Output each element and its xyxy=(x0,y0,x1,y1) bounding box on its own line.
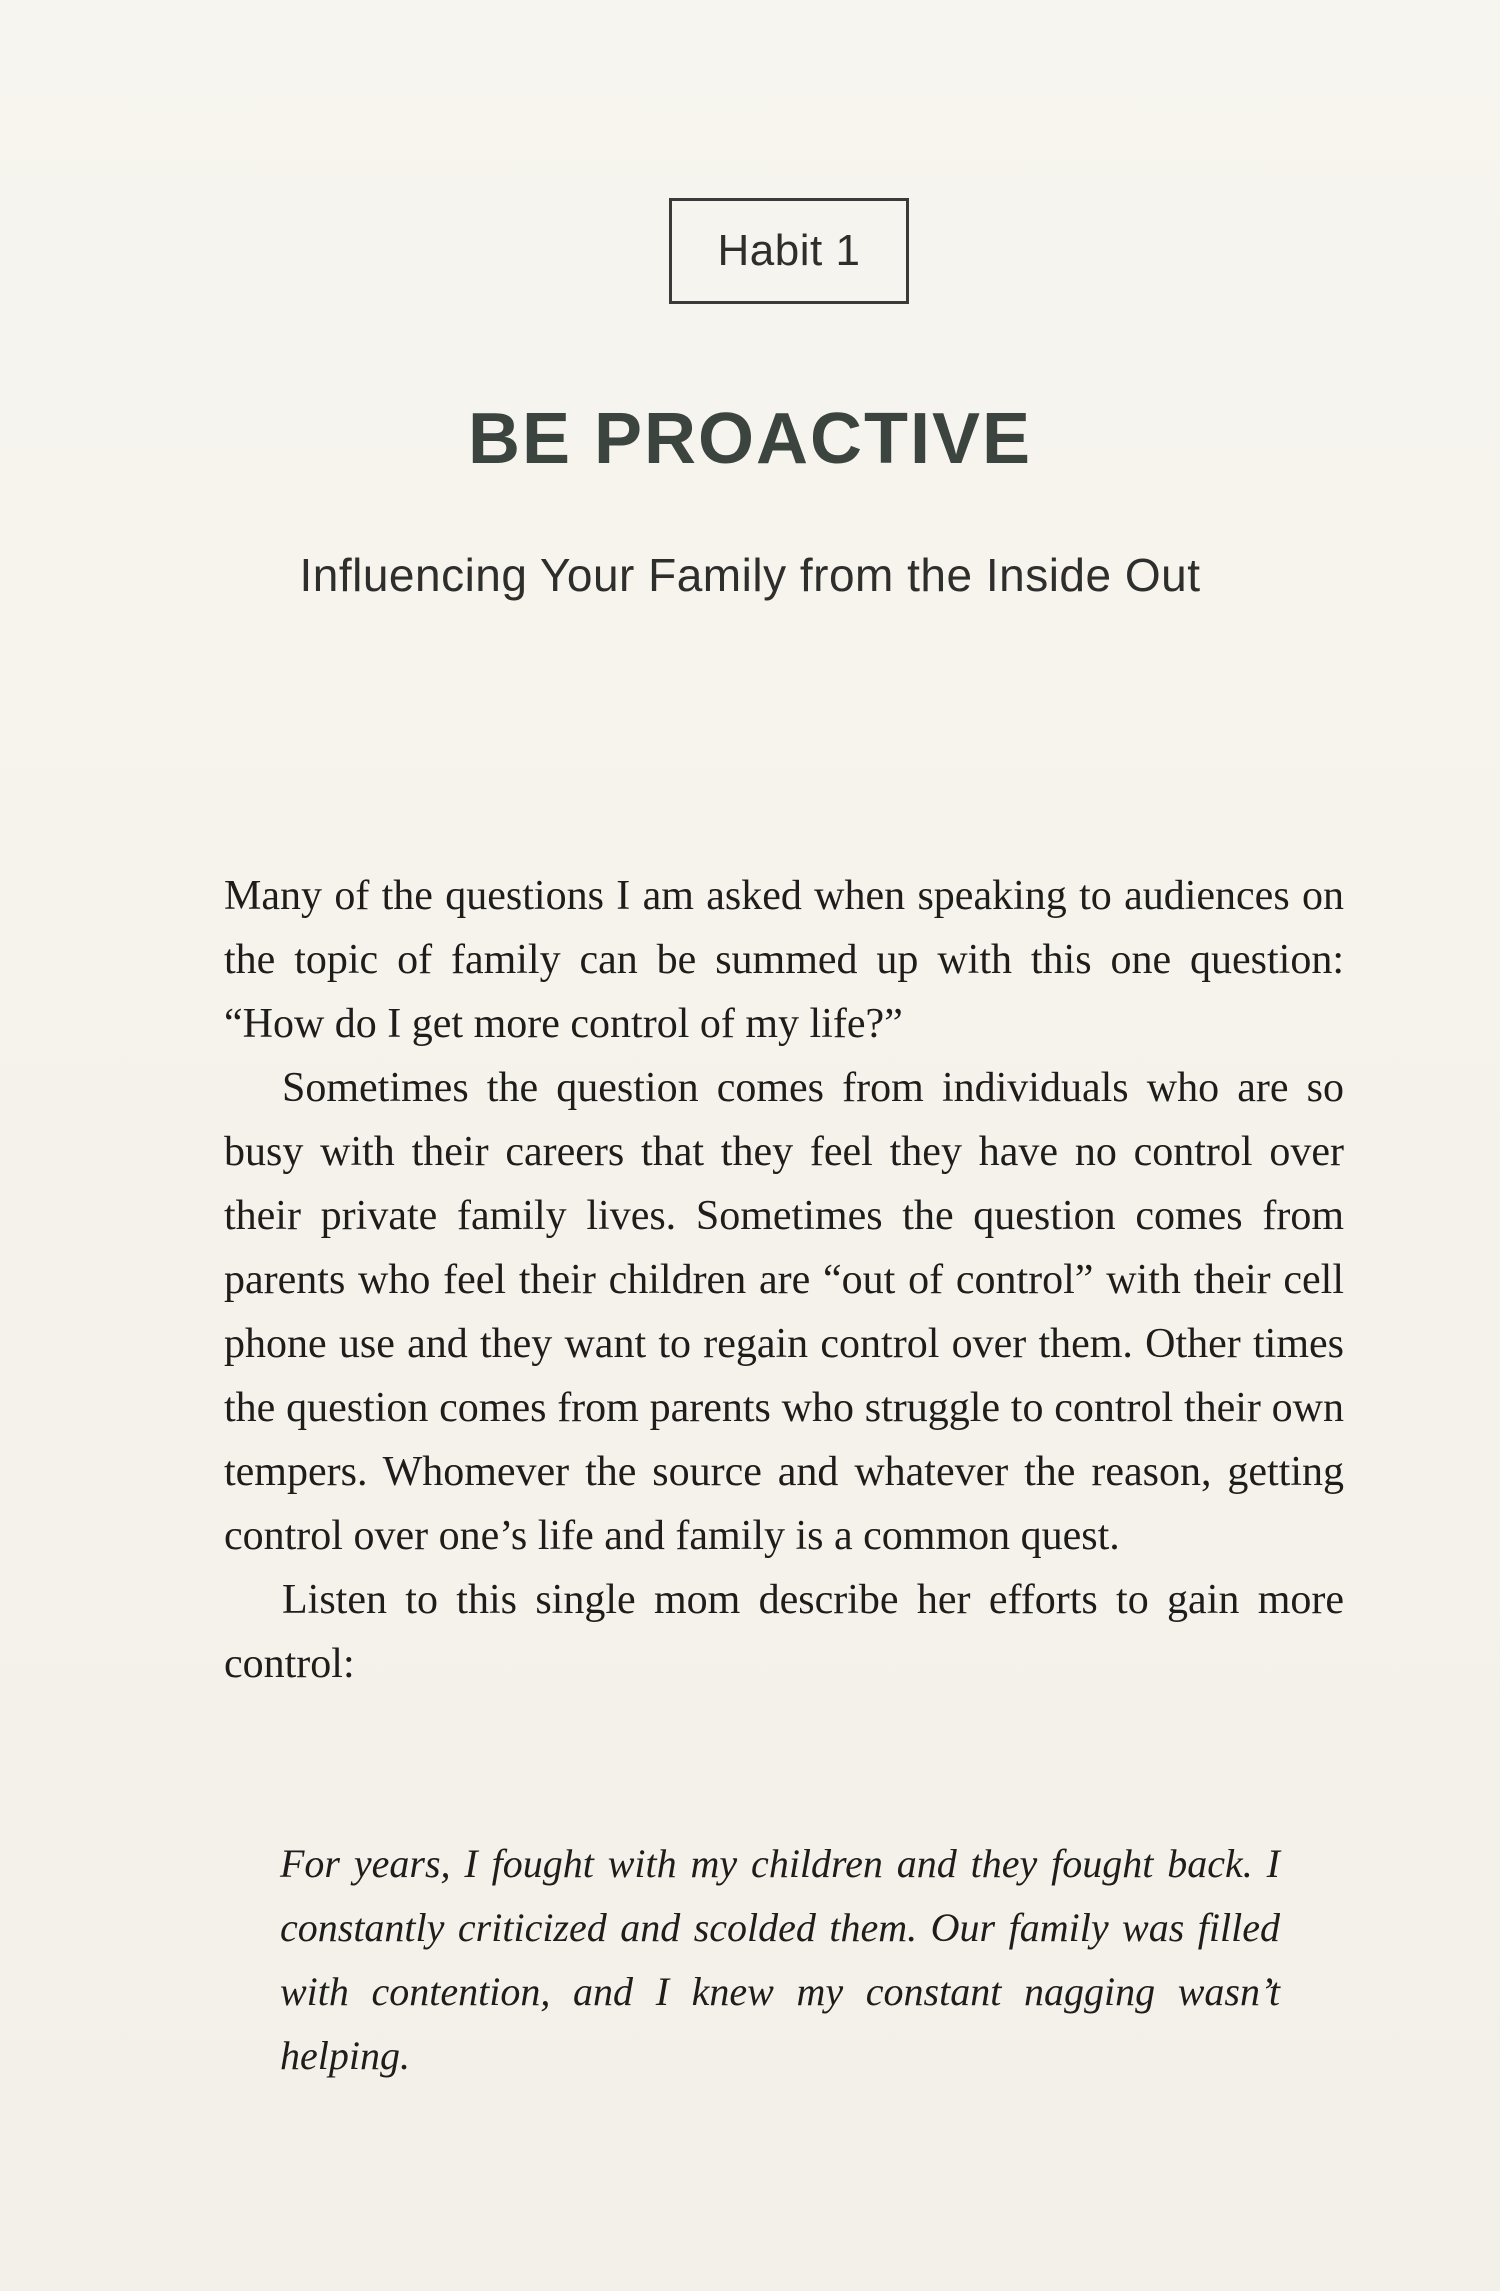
chapter-subtitle: Influencing Your Family from the Inside Out xyxy=(299,549,1201,601)
block-quote-text: For years, I fought with my children and they fought back. I constantly criticized and scolded them. Our family was filled with contention, and I knew my constant nagging wasn’t helping. xyxy=(280,1841,1280,2078)
block-quote xyxy=(280,1832,1280,2088)
chapter-title: BE PROACTIVE xyxy=(467,399,1033,479)
body-paragraph: Sometimes the question comes from individuals who are so busy with their careers that they feel they have no control over their private family lives. Sometimes the question comes from parents who feel their children are “out of control” with their cell phone use and they want to regain control over them. Other times the question comes from parents who struggle to control their own tempers. Whomever the source and whatever the reason, getting control over one’s life and family is a common quest. xyxy=(224,1065,1344,1559)
habit-label-box xyxy=(669,198,909,304)
body-paragraph: Listen to this single mom describe her efforts to gain more control: xyxy=(224,1577,1344,1687)
habit-label: Habit 1 xyxy=(717,226,861,275)
body-paragraph: Many of the questions I am asked when speaking to audiences on the topic of family can be summed up with this one question: “How do I get more control of my life?” xyxy=(224,873,1344,1047)
body-text xyxy=(224,864,1344,1696)
